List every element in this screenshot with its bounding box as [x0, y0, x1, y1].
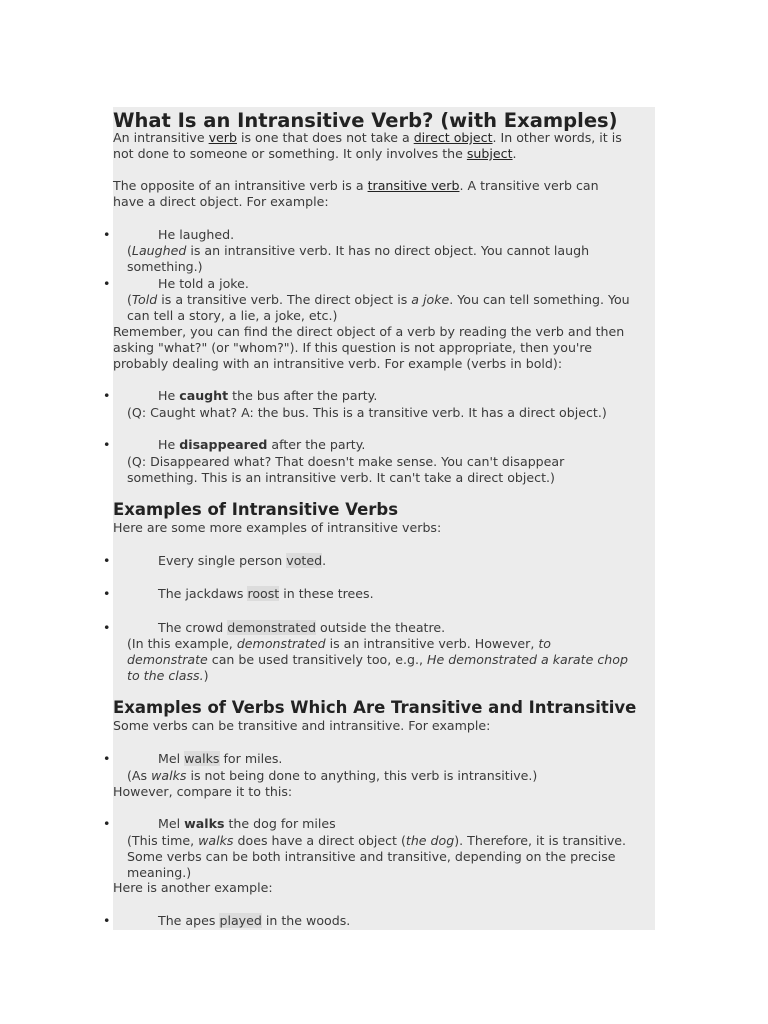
bullet: •: [103, 437, 111, 452]
italic-term: demonstrate: [127, 652, 208, 667]
example-note: (Q: Caught what? A: the bus. This is a transitive verb. It has a direct object.): [127, 405, 607, 420]
link-transitive-verb[interactable]: transitive verb: [367, 178, 460, 193]
section-heading-intransitive: Examples of Intransitive Verbs: [113, 500, 399, 519]
compare-text: However, compare it to this:: [113, 784, 293, 799]
note-text: something. This is an intransitive verb. It can't take a direct object.): [127, 470, 555, 485]
example-text: after the party.: [267, 437, 366, 452]
remember-text: probably dealing with an intransitive verb. For example (verbs in bold):: [113, 356, 563, 371]
opposite-text: . A transitive verb can: [459, 178, 599, 193]
remember-paragraph: [113, 324, 655, 372]
link-verb[interactable]: verb: [208, 130, 237, 145]
example-text: the bus after the party.: [228, 388, 378, 403]
bullet: •: [103, 227, 111, 242]
example-text: Mel: [158, 816, 185, 831]
example-note: [127, 454, 657, 486]
example-text: He: [158, 388, 180, 403]
note-text: ): [203, 668, 209, 683]
link-subject[interactable]: subject: [466, 146, 513, 161]
italic-term: walks: [151, 768, 187, 783]
document-page: [103, 107, 655, 930]
highlighted-verb: demonstrated: [227, 620, 317, 635]
section-intro: Some verbs can be transitive and intransitive. For example:: [113, 718, 491, 733]
example-text: The apes: [158, 913, 220, 928]
page-title: What Is an Intransitive Verb? (with Examples): [113, 109, 618, 132]
note-text: does have a direct object (: [233, 833, 406, 848]
note-text: is an intransitive verb. However,: [325, 636, 539, 651]
note-text: (This time,: [127, 833, 199, 848]
remember-text: asking "what?" (or "whom?"). If this question is not appropriate, then you're: [113, 340, 593, 355]
link-direct-object[interactable]: direct object: [413, 130, 493, 145]
bullet: •: [103, 913, 111, 928]
opposite-text: have a direct object. For example:: [113, 194, 329, 209]
example-text: He told a joke.: [158, 276, 249, 291]
example-text: Every single person: [158, 553, 287, 568]
note-text: something.): [127, 259, 203, 274]
intro-text: . In other words, it is: [492, 130, 622, 145]
example-note: [127, 833, 657, 881]
opposite-paragraph: [113, 178, 655, 210]
bullet: •: [103, 751, 111, 766]
example-note: (Laughed is an intransitive verb. It has no direct object. You cannot laugh something.): [127, 243, 657, 275]
italic-term: walks: [198, 833, 234, 848]
example-text: Mel: [158, 751, 185, 766]
example-text: the dog for miles: [224, 816, 336, 831]
note-text: is not being done to anything, this verb is intransitive.): [186, 768, 538, 783]
highlighted-verb: roost: [247, 586, 280, 601]
italic-term: demonstrated: [236, 636, 326, 651]
example-text: in the woods.: [261, 913, 351, 928]
note-text: meaning.): [127, 865, 192, 880]
note-text: (In this example,: [127, 636, 237, 651]
note-text: (Q: Disappeared what? That doesn't make sense. You can't disappear: [127, 454, 565, 469]
example-note: [127, 768, 657, 784]
example-text: outside the theatre.: [316, 620, 446, 635]
intro-text: is one that does not take a: [236, 130, 414, 145]
opposite-text: The opposite of an intransitive verb is a: [113, 178, 368, 193]
example-note: [127, 636, 657, 684]
bold-verb: caught: [179, 388, 229, 403]
example-text: in these trees.: [279, 586, 374, 601]
note-text: Some verbs can be both intransitive and transitive, depending on the precise: [127, 849, 616, 864]
intro-text: An intransitive: [113, 130, 209, 145]
bullet: •: [103, 620, 111, 635]
bullet: •: [103, 553, 111, 568]
highlighted-verb: played: [219, 913, 262, 928]
bullet: •: [103, 586, 111, 601]
example-text: He: [158, 437, 180, 452]
example-text: The crowd: [158, 620, 228, 635]
bullet: •: [103, 388, 111, 403]
highlighted-verb: walks: [184, 751, 220, 766]
italic-term: He demonstrated a karate chop: [427, 652, 628, 667]
intro-text: not done to someone or something. It only involves the: [113, 146, 467, 161]
italic-term: a joke: [411, 292, 450, 307]
remember-text: Remember, you can find the direct object of a verb by reading the verb and then: [113, 324, 625, 339]
note-text: is an intransitive verb. It has no direct object. You cannot laugh: [186, 243, 590, 258]
bold-verb: walks: [184, 816, 225, 831]
note-text: can be used transitively too, e.g.,: [207, 652, 428, 667]
note-text: (As: [127, 768, 152, 783]
intro-text: .: [512, 146, 517, 161]
another-example-text: Here is another example:: [113, 880, 273, 895]
example-note: (Told is a transitive verb. The direct object is a joke. You can tell something. You can tell a story, a lie, a joke, etc.): [127, 292, 657, 324]
bullet: •: [103, 276, 111, 291]
bold-verb: disappeared: [179, 437, 268, 452]
note-text: can tell a story, a lie, a joke, etc.): [127, 308, 338, 323]
italic-term: to: [538, 636, 552, 651]
italic-term: the dog: [405, 833, 455, 848]
example-text: The jackdaws: [158, 586, 248, 601]
highlighted-verb: voted: [286, 553, 323, 568]
bullet: •: [103, 816, 111, 831]
section-intro: Here are some more examples of intransitive verbs:: [113, 520, 442, 535]
italic-term: Told: [131, 292, 158, 307]
note-text: is a transitive verb. The direct object is: [157, 292, 412, 307]
example-text: for miles.: [219, 751, 283, 766]
intro-paragraph: [113, 130, 655, 162]
italic-term: to the class.: [127, 668, 204, 683]
note-text: ). Therefore, it is transitive.: [454, 833, 627, 848]
italic-term: Laughed: [131, 243, 187, 258]
note-text: . You can tell something. You: [449, 292, 630, 307]
section-heading-both: Examples of Verbs Which Are Transitive and Intransitive: [113, 698, 637, 717]
example-text: .: [322, 553, 327, 568]
example-text: He laughed.: [158, 227, 235, 242]
